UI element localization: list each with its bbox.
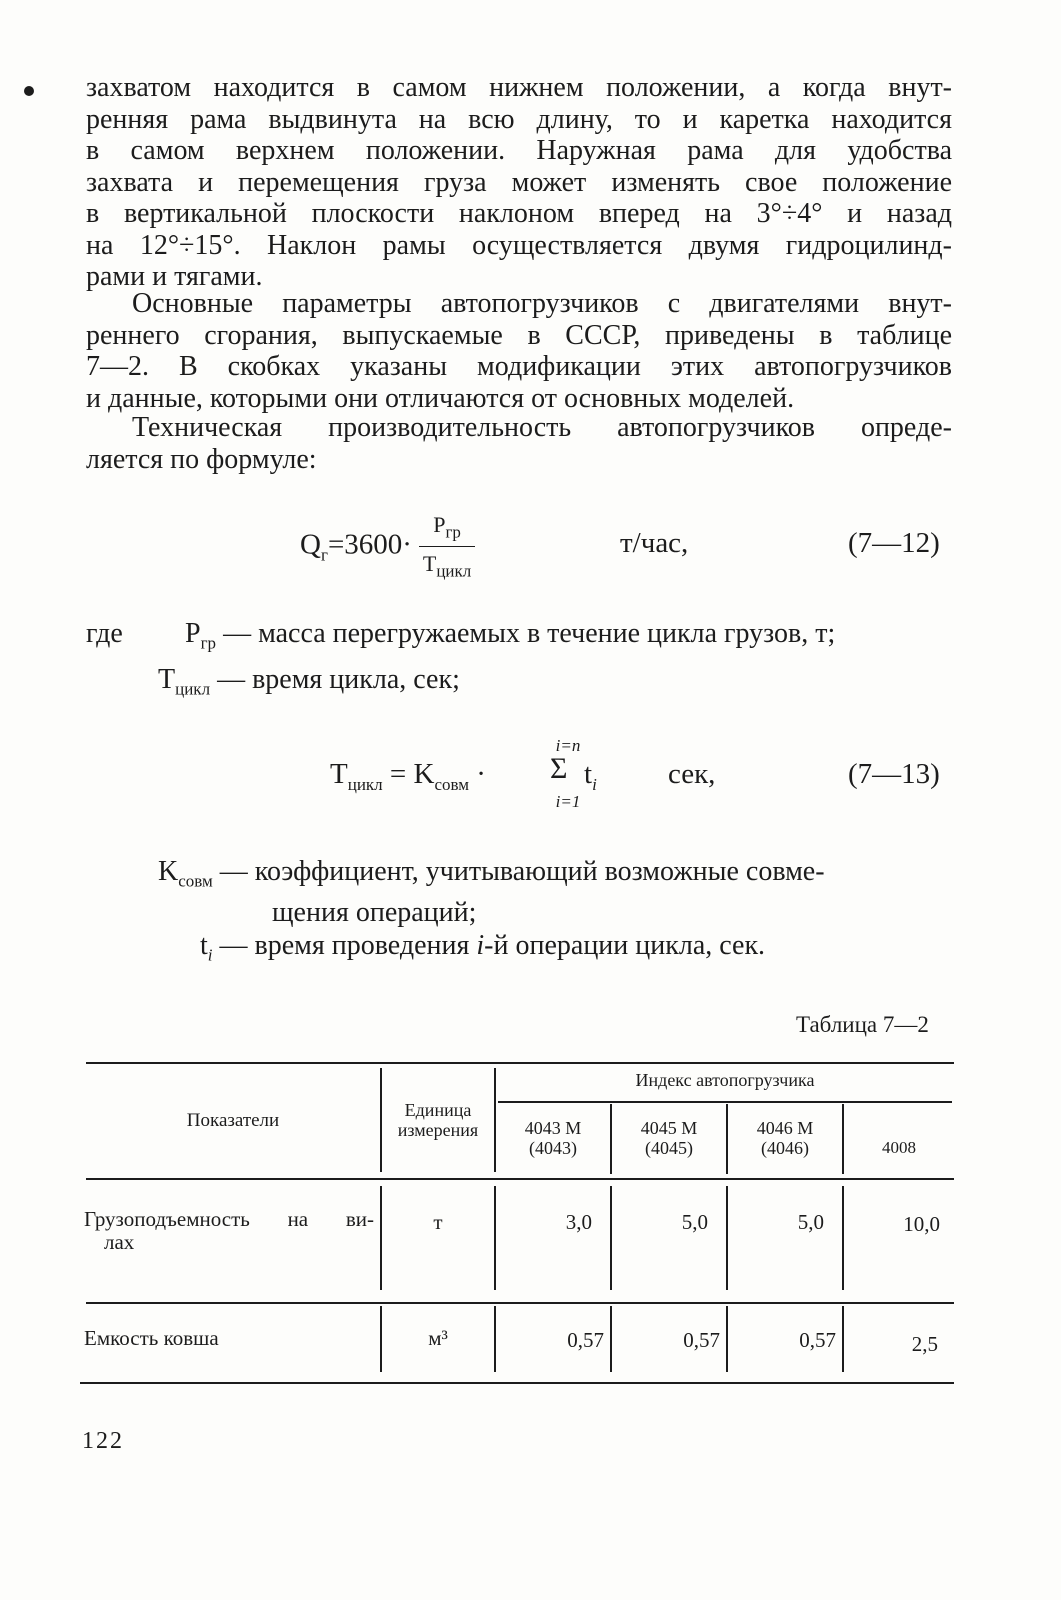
table-cell-value: 0,57 [799,1328,836,1352]
header-model: 4008 [882,1138,916,1157]
fraction-numerator: $P_{гр}$ [419,512,475,547]
text-line: ляется по формуле: [86,443,317,475]
definition-where: где [86,618,123,649]
definition-item: $t_i$ — время проведения i-й операции цикла, сек. [200,930,766,965]
table-header-rule [86,1178,954,1180]
text-line: Техническая производительность автопогрузчиков опреде- [132,412,952,443]
table-group-rule [498,1101,952,1103]
header-indicators: Показатели [186,1110,280,1131]
definition-item: $P_{гр}$ — масса перегружаемых в течение цикла грузов, т; [185,618,836,653]
table-row-rule [86,1302,954,1304]
paragraph-1 [86,72,952,293]
formula-equals: =3600· [327,528,412,561]
text-line: в самом верхнем положении. Наружная рама для удобства [86,135,952,166]
formula-lhs: Q [300,528,321,561]
table-cell-unit: т [433,1210,443,1234]
text-line: Основные параметры автопогрузчиков с двигателями внут- [132,288,952,319]
text-line: реннего сгорания, выпускаемые в СССР, приведены в таблице [86,319,952,351]
margin-mark [24,86,34,96]
formula-unit: сек, [668,758,716,790]
table-bottom-rule [80,1382,954,1384]
text-line: рами и тягами. [86,261,263,292]
text-line: ренняя рама выдвинута на всю длину, то и каретка находится [86,103,952,135]
fraction-denominator: $T_{цикл}$ [422,551,472,581]
table-cell-value: 2,5 [911,1332,938,1356]
text-line: 7—2. В скобках указаны модификации этих автопогрузчиков [86,351,952,382]
sum-upper-limit: i=n [555,736,581,755]
table-column-rule [726,1186,728,1290]
paragraph-3 [86,412,952,475]
table-row-label: Грузоподъемность на ви- лах [84,1207,374,1254]
table-column-rule [610,1186,612,1290]
text-line: захвата и перемещения груза может изменять свое положение [86,166,952,198]
table-column-rule [842,1186,844,1290]
table-cell-value: 0,57 [567,1328,604,1352]
header-model: 4043 М (4043) [524,1118,582,1158]
table-caption: Таблица 7—2 [796,1012,929,1037]
table-column-rule [494,1186,496,1290]
text-line: и данные, которыми они отличаются от основных моделей. [86,382,795,414]
text-line: захватом находится в самом нижнем положении, а когда внут- [86,72,952,103]
table-top-rule [86,1062,954,1064]
definition-item: $K_{совм}$ — коэффициент, учитывающий возможные совме- щения операций; [158,856,825,928]
header-model-index: Индекс автопогрузчика [635,1070,815,1090]
table-cell-value: 5,0 [797,1210,824,1234]
text-line: в вертикальной плоскости наклоном вперед на 3°÷4° и назад [86,198,952,229]
table-cell-value: 0,57 [683,1328,720,1352]
paragraph-2 [86,288,952,414]
fraction [419,512,475,582]
formula-7-12 [300,512,475,582]
sum-term: $t_i$ [584,758,597,794]
equation-number: (7—13) [848,758,940,790]
page-number: 122 [82,1428,124,1454]
header-unit: Единица измерения [397,1100,479,1140]
sum-sign: Σ [550,752,568,785]
header-model: 4045 М (4045) [640,1118,698,1158]
formula-unit: т/час, [620,527,689,559]
sum-lower-limit: i=1 [555,792,581,811]
definition-item: $T_{цикл}$ — время цикла, сек; [158,664,460,699]
formula-lhs-sub: г [320,545,328,565]
table-column-rule [380,1186,382,1290]
table-cell-value: 5,0 [681,1210,708,1234]
table-cell-unit: м³ [428,1326,448,1350]
header-model: 4046 М (4046) [756,1118,814,1158]
equation-number: (7—12) [848,527,940,559]
table-row-label: Емкость ковша [84,1326,219,1350]
formula-7-13: $T_{цикл} = K_{совм}$ · [330,758,486,794]
table-cell-value: 3,0 [565,1210,592,1234]
text-line: на 12°÷15°. Наклон рамы осуществляется двумя гидроцилинд- [86,229,952,261]
table-cell-value: 10,0 [903,1212,940,1236]
